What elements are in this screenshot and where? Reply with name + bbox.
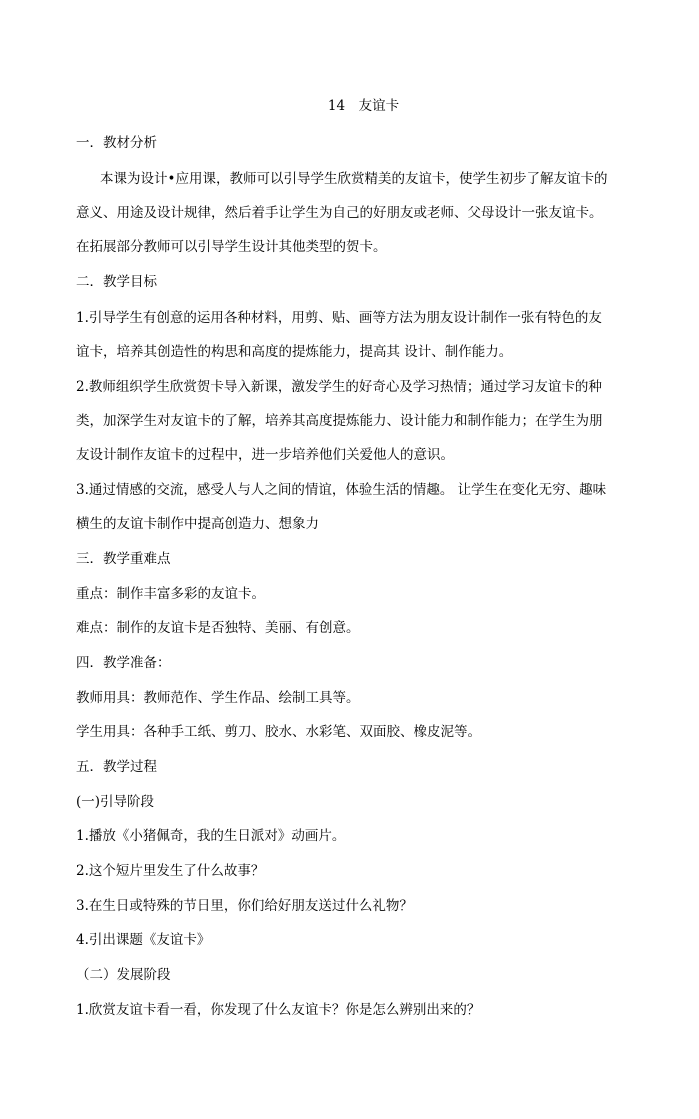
paragraph-line: 谊卡，培养其创造性的构思和高度的提炼能力，提高其 设计、制作能力。 <box>76 344 513 360</box>
paragraph-line: 横生的友谊卡制作中提高创造力、想象力 <box>76 516 319 532</box>
section-heading-key-points: 三．教学重难点 <box>76 551 171 567</box>
paragraph-line: 类，加深学生对友谊卡的了解，培养其高度提炼能力、设计能力和制作能力；在学生为朋 <box>76 413 603 429</box>
paragraph-line: 4.引出课题《友谊卡》 <box>76 932 211 948</box>
paragraph-line: 3.在生日或特殊的节日里，你们给好朋友送过什么礼物？ <box>76 898 413 914</box>
paragraph-line: 2.教师组织学生欣赏贺卡导入新课，激发学生的好奇心及学习热情；通过学习友谊卡的种 <box>76 379 602 395</box>
paragraph-line: 2.这个短片里发生了什么故事？ <box>76 863 265 879</box>
section-heading-analysis: 一．教材分析 <box>76 135 157 151</box>
paragraph-line: 本课为设计•应用课，教师可以引导学生欣赏精美的友谊卡，使学生初步了解友谊卡的 <box>100 171 608 187</box>
paragraph-line: 重点：制作丰富多彩的友谊卡。 <box>76 586 265 602</box>
paragraph-line: 意义、用途及设计规律，然后着手让学生为自己的好朋友或老师、父母设计一张友谊卡。 <box>76 205 603 221</box>
paragraph-line: 教师用具：教师范作、学生作品、绘制工具等。 <box>76 690 360 706</box>
paragraph-line: 1.播放《小猪佩奇，我的生日派对》动画片。 <box>76 828 346 844</box>
paragraph-line: 3.通过情感的交流，感受人与人之间的情谊，体验生活的情趣。 让学生在变化无穷、趣味 <box>76 482 607 498</box>
paragraph-line: 1.欣赏友谊卡看一看，你发现了什么友谊卡？你是怎么辨别出来的？ <box>76 1002 481 1018</box>
section-heading-goals: 二．教学目标 <box>76 274 157 290</box>
paragraph-line: 在拓展部分教师可以引导学生设计其他类型的贺卡。 <box>76 239 387 255</box>
section-heading-process: 五．教学过程 <box>76 759 157 775</box>
paragraph-line: 难点：制作的友谊卡是否独特、美丽、有创意。 <box>76 620 360 636</box>
paragraph-line: 友设计制作友谊卡的过程中，进一步培养他们关爱他人的意识。 <box>76 447 454 463</box>
paragraph-line: 学生用具：各种手工纸、剪刀、胶水、水彩笔、双面胶、橡皮泥等。 <box>76 724 481 740</box>
subsection-heading: （二）发展阶段 <box>76 967 171 983</box>
document-title: 14 友谊卡 <box>327 98 400 114</box>
section-heading-preparation: 四．教学准备： <box>76 655 171 671</box>
subsection-heading: (一)引导阶段 <box>76 794 155 810</box>
paragraph-line: 1.引导学生有创意的运用各种材料，用剪、贴、画等方法为朋友设计制作一张有特色的友 <box>76 310 602 326</box>
